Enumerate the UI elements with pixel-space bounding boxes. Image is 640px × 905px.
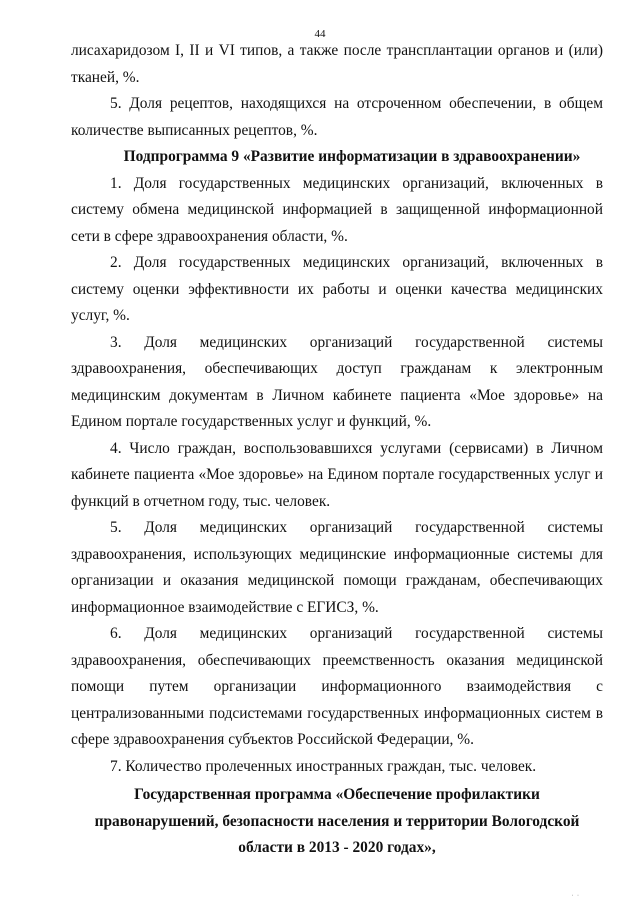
paragraph-item-6: 6. Доля медицинских организаций государственной системы здравоохранения, обеспечивающих преемственность оказания медицинской помощи путем организации информационного взаимодействия с централизованными подсистемами государственных информационных систем в сфере здравоохранения субъектов Российской Федерации, %. <box>71 625 603 748</box>
paragraph-item-5-prescriptions: 5. Доля рецептов, находящихся на отсроченном обеспечении, в общем количестве выписанных рецептов, %. <box>71 95 603 139</box>
paragraph-item-1: 1. Доля государственных медицинских организаций, включенных в систему обмена медицинской информацией в защищенной информационной сети в сфере здравоохранения области, %. <box>71 174 603 245</box>
state-program-heading: Государственная программа «Обеспечение профилактики правонарушений, безопасности населения и территории Вологодской области в 2013 - 2020 годах», <box>94 786 580 856</box>
paragraph-item-5: 5. Доля медицинских организаций государственной системы здравоохранения, использующих медицинские информационные системы для организации и оказания медицинской помощи гражданам, обеспечивающих информационное взаимодействие с ЕГИСЗ, %. <box>71 519 603 616</box>
subprogram-9-heading: Подпрограмма 9 «Развитие информатизации в здравоохранении» <box>123 148 581 165</box>
paragraph-item-2: 2. Доля государственных медицинских организаций, включенных в систему оценки эффективности их работы и оценки качества медицинских услуг, %. <box>71 254 603 324</box>
paragraph-continuation: лисахаридозом I, II и VI типов, а также после трансплантации органов и (или) тканей, %. <box>71 42 603 86</box>
paragraph-item-7: 7. Количество пролеченных иностранных граждан, тыс. человек. <box>110 757 537 775</box>
document-body <box>71 38 603 862</box>
paragraph-item-3: 3. Доля медицинских организаций государственной системы здравоохранения, обеспечивающих доступ гражданам к электронным медицинским документам в Личном кабинете пациента «Мое здоровье» на Едином портале государственных услуг и функций, %. <box>71 333 603 430</box>
page-number: 44 <box>314 28 326 40</box>
paragraph-item-4: 4. Число граждан, воспользовавшихся услугами (сервисами) в Личном кабинете пациента «Мое здоровье» на Едином портале государственных услуг и функций в отчетном году, тыс. человек. <box>71 439 603 510</box>
scan-mark: · · <box>571 893 580 899</box>
